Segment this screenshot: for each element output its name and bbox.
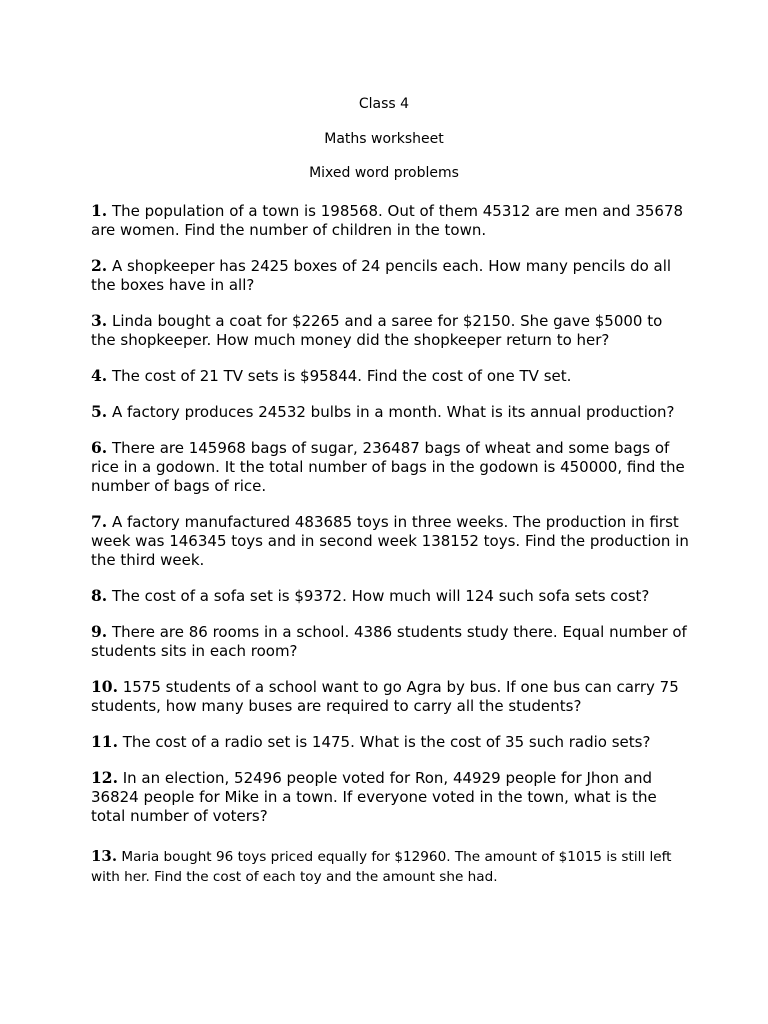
worksheet-subject: Maths worksheet: [324, 131, 444, 147]
class-label: Class 4: [358, 96, 410, 112]
problem-text: Maria bought 96 toys priced equally for $12960. The amount of $1015 is still left with her. Find the cost of each toy and the amount she had.: [91, 849, 672, 885]
problem-item: [91, 366, 691, 386]
problem-number: 4.: [91, 366, 108, 385]
worksheet-topic: Mixed word problems: [309, 165, 459, 181]
problem-number: 13.: [91, 847, 118, 865]
problem-number: 2.: [91, 256, 108, 275]
problem-item: [91, 768, 691, 826]
problem-number: 9.: [91, 622, 108, 641]
problem-item: [91, 201, 691, 240]
problem-text: There are 145968 bags of sugar, 236487 bags of wheat and some bags of rice in a godown. It the total number of bags in the godown is 450000, find the number of bags of rice.: [91, 439, 685, 495]
problem-number: 12.: [91, 768, 118, 787]
problem-item: [91, 846, 691, 887]
problem-text: In an election, 52496 people voted for Ron, 44929 people for Jhon and 36824 people for Mike in a town. If everyone voted in the town, what is the total number of voters?: [91, 769, 657, 825]
problem-text: The cost of 21 TV sets is $95844. Find the cost of one TV set.: [107, 367, 572, 385]
problem-number: 8.: [91, 586, 108, 605]
problem-item: [91, 311, 691, 350]
problem-text: A factory produces 24532 bulbs in a month. What is its annual production?: [107, 403, 675, 421]
problem-text: There are 86 rooms in a school. 4386 students study there. Equal number of students sits in each room?: [91, 623, 687, 660]
problem-item: [91, 677, 691, 716]
problem-number: 11.: [91, 732, 118, 751]
problem-item: [91, 622, 691, 661]
problem-text: 1575 students of a school want to go Agra by bus. If one bus can carry 75 students, how many buses are required to carry all the students?: [91, 678, 679, 715]
problem-item: [91, 732, 691, 752]
problem-text: Linda bought a coat for $2265 and a saree for $2150. She gave $5000 to the shopkeeper. How much money did the shopkeeper return to her?: [91, 312, 663, 349]
problem-item: [91, 256, 691, 295]
problem-text: The cost of a radio set is 1475. What is the cost of 35 such radio sets?: [117, 733, 651, 751]
problem-number: 3.: [91, 311, 108, 330]
problem-text: A factory manufactured 483685 toys in three weeks. The production in first week was 146345 toys and in second week 138152 toys. Find the production in the third week.: [91, 513, 689, 569]
problem-number: 5.: [91, 402, 108, 421]
problem-text: The cost of a sofa set is $9372. How much will 124 such sofa sets cost?: [107, 587, 650, 605]
problem-item: [91, 402, 691, 422]
problem-text: The population of a town is 198568. Out of them 45312 are men and 35678 are women. Find the number of children in the town.: [91, 202, 684, 239]
problem-number: 1.: [91, 201, 108, 220]
problem-item: [91, 438, 691, 496]
problem-number: 10.: [91, 677, 118, 696]
problem-number: 6.: [91, 438, 108, 457]
problem-number: 7.: [91, 512, 108, 531]
problem-item: [91, 586, 691, 606]
problem-list: [91, 201, 691, 903]
problem-item: [91, 512, 691, 570]
problem-text: A shopkeeper has 2425 boxes of 24 pencils each. How many pencils do all the boxes have in all?: [91, 257, 672, 294]
